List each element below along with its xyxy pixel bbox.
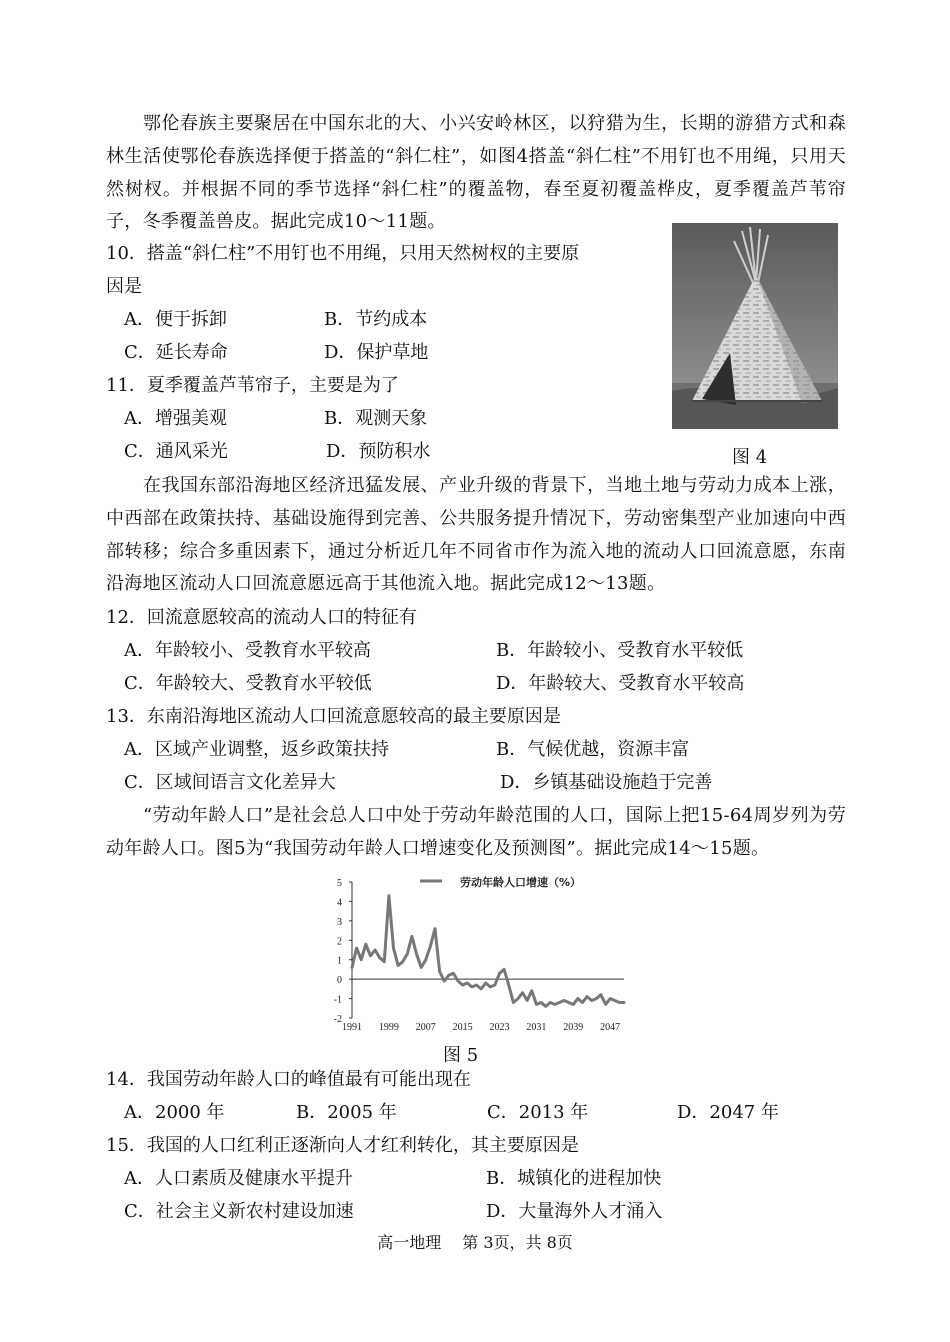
x-tick-label: 2023	[489, 1022, 510, 1033]
data-point	[527, 1000, 528, 1001]
data-point	[573, 1004, 574, 1005]
data-point	[421, 967, 422, 968]
data-point	[568, 1002, 569, 1003]
data-point	[540, 1002, 541, 1003]
x-tick-label: 1999	[378, 1022, 399, 1033]
data-point	[605, 1004, 606, 1005]
data-point	[434, 928, 435, 929]
y-tick-label: -1	[333, 994, 342, 1006]
q12-option-b[interactable]: B．年龄较小、受教育水平较低	[496, 640, 744, 661]
data-point	[444, 981, 445, 982]
q15-option-b[interactable]: B．城镇化的进程加快	[486, 1168, 662, 1189]
data-point	[462, 984, 463, 985]
q15-option-a[interactable]: A．人口素质及健康水平提升	[124, 1168, 353, 1189]
q11-option-a[interactable]: A．增强美观	[124, 408, 227, 429]
data-point	[623, 1002, 624, 1003]
data-point	[550, 1002, 551, 1003]
y-tick-label: 5	[337, 878, 342, 889]
data-point	[351, 967, 352, 968]
labor-population-growth-chart	[320, 868, 632, 1036]
q15-option-d[interactable]: D．大量海外人才涌入	[486, 1201, 663, 1222]
x-tick-label: 2031	[526, 1022, 547, 1033]
data-point	[587, 996, 588, 997]
data-point	[610, 998, 611, 999]
q14-option-a[interactable]: A．2000 年	[124, 1102, 225, 1123]
q12-option-d[interactable]: D．年龄较大、受教育水平较高	[496, 673, 745, 694]
data-point	[554, 1004, 555, 1005]
q11-stem: 11．夏季覆盖芦苇帘子，主要是为了	[106, 375, 399, 396]
data-point	[504, 969, 505, 970]
q10-stem-line2: 因是	[106, 276, 142, 297]
data-point	[513, 1002, 514, 1003]
data-point	[471, 986, 472, 987]
data-point	[481, 988, 482, 989]
y-tick-label: -2	[333, 1014, 342, 1025]
x-tick-label: 2007	[415, 1022, 436, 1033]
q14-option-d[interactable]: D．2047 年	[677, 1102, 779, 1123]
data-point	[379, 957, 380, 958]
q14-stem: 14．我国劳动年龄人口的峰值最有可能出现在	[106, 1069, 471, 1090]
passage-migration: 在我国东部沿海地区经济迅猛发展、产业升级的背景下，当地土地与劳动力成本上涨，中西部在政策扶持、基础设施得到完善、公共服务提升情况下，劳动密集型产业加速向中西部转移；综合多重因素下，通过分析近几年不同省市作为流入地的流动人口回流意愿，东南沿海地区流动人口回流意愿远高于其他流入地。据此完成12～13题。	[106, 475, 846, 595]
passage-orochen: 鄂伦春族主要聚居在中国东北的大、小兴安岭林区，以狩猎为生，长期的游猎方式和森林生活使鄂伦春族选择便于搭盖的“斜仁柱”，如图4搭盖“斜仁柱”不用钉也不用绳，只用天然树杈。并根据不同的季节选择“斜仁柱”的覆盖物，春至夏初覆盖桦皮，夏季覆盖芦苇帘子，冬季覆盖兽皮。据此完成10～11题。	[106, 113, 846, 233]
data-point	[545, 1006, 546, 1007]
q11-option-b[interactable]: B．观测天象	[324, 408, 428, 429]
data-point	[384, 961, 385, 962]
data-point	[453, 973, 454, 974]
data-point	[402, 961, 403, 962]
page-footer: 高一地理 第 3页，共 8页	[377, 1233, 573, 1252]
q11-option-d[interactable]: D．预防积水	[326, 441, 431, 462]
data-point	[559, 1002, 560, 1003]
q10-option-b[interactable]: B．节约成本	[324, 309, 428, 330]
data-point	[393, 948, 394, 949]
data-point	[564, 1000, 565, 1001]
y-tick-label: 1	[337, 955, 342, 967]
figure-4-caption: 图 4	[732, 447, 768, 468]
y-tick-label: 2	[337, 936, 342, 948]
q12-option-a[interactable]: A．年龄较小、受教育水平较高	[124, 640, 371, 661]
data-point	[430, 946, 431, 947]
data-point	[407, 953, 408, 954]
data-point	[494, 984, 495, 985]
x-tick-label: 2039	[563, 1022, 584, 1033]
data-point	[370, 955, 371, 956]
q12-option-c[interactable]: C．年龄较大、受教育水平较低	[124, 673, 372, 694]
data-point	[517, 998, 518, 999]
data-point	[361, 959, 362, 960]
data-point	[508, 984, 509, 985]
data-point	[577, 998, 578, 999]
q13-option-d[interactable]: D．乡镇基础设施趋于完善	[500, 772, 713, 793]
data-point	[365, 944, 366, 945]
y-tick-label: 0	[337, 975, 342, 987]
series-line-labor-growth	[352, 896, 624, 1007]
data-point	[448, 975, 449, 976]
data-point	[467, 982, 468, 983]
q13-stem: 13．东南沿海地区流动人口回流意愿较高的最主要原因是	[106, 706, 561, 727]
data-point	[614, 1000, 615, 1001]
q10-option-a[interactable]: A．便于拆卸	[124, 309, 227, 330]
q14-option-b[interactable]: B．2005 年	[296, 1102, 397, 1123]
y-tick-label: 4	[337, 897, 342, 909]
q15-stem: 15．我国的人口红利正逐渐向人才红利转化，其主要原因是	[106, 1135, 579, 1156]
x-tick-label: 2015	[452, 1022, 473, 1033]
data-point	[591, 1000, 592, 1001]
data-point	[398, 965, 399, 966]
data-point	[411, 936, 412, 937]
data-point	[476, 984, 477, 985]
q11-option-c[interactable]: C．通风采光	[124, 441, 228, 462]
q10-option-c[interactable]: C．延长寿命	[124, 342, 228, 363]
legend-label: 劳动年龄人口增速（%）	[460, 876, 582, 889]
q10-stem-line1: 10．搭盖“斜仁柱”不用钉也不用绳，只用天然树杈的主要原	[106, 243, 580, 264]
data-point	[596, 998, 597, 999]
q15-option-c[interactable]: C．社会主义新农村建设加速	[124, 1201, 354, 1222]
data-point	[457, 981, 458, 982]
figure-5-caption: 图 5	[443, 1045, 479, 1066]
x-tick-label: 1991	[342, 1022, 362, 1033]
data-point	[356, 948, 357, 949]
data-point	[582, 1002, 583, 1003]
q10-option-d[interactable]: D．保护草地	[324, 342, 429, 363]
data-point	[416, 953, 417, 954]
x-tick-label: 2047	[600, 1022, 621, 1033]
q13-option-b[interactable]: B．气候优越，资源丰富	[496, 739, 690, 760]
q13-option-c[interactable]: C．区域间语言文化差异大	[124, 772, 336, 793]
passage-labor-age: “劳动年龄人口”是社会总人口中处于劳动年龄范围的人口，国际上把15-64周岁列为劳动年龄人口。图5为“我国劳动年龄人口增速变化及预测图”。据此完成14～15题。	[106, 805, 846, 859]
data-point	[439, 971, 440, 972]
xierenzhu-photo	[672, 223, 838, 429]
data-point	[531, 990, 532, 991]
data-point	[388, 895, 389, 896]
data-point	[522, 992, 523, 993]
data-point	[536, 1004, 537, 1005]
q12-stem: 12．回流意愿较高的流动人口的特征有	[106, 607, 417, 628]
data-point	[600, 994, 601, 995]
data-point	[375, 949, 376, 950]
y-tick-label: 3	[337, 916, 342, 928]
data-point	[499, 973, 500, 974]
data-point	[490, 986, 491, 987]
data-point	[619, 1002, 620, 1003]
data-point	[485, 982, 486, 983]
q13-option-a[interactable]: A．区域产业调整，返乡政策扶持	[124, 739, 389, 760]
q14-option-c[interactable]: C．2013 年	[487, 1102, 589, 1123]
data-point	[425, 959, 426, 960]
